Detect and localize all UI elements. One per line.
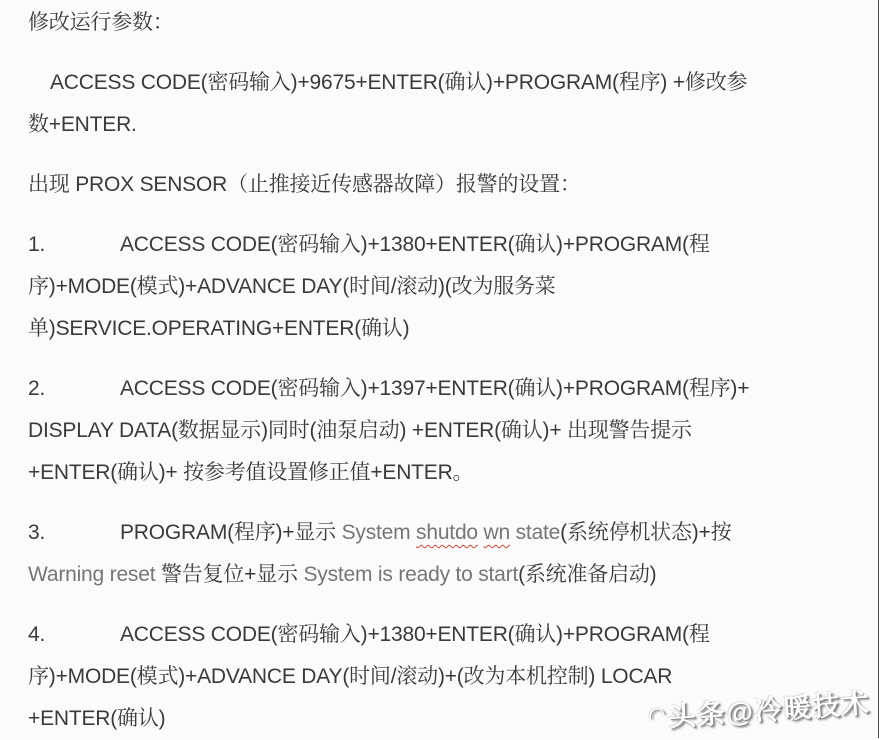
text-line: [28, 452, 851, 494]
step-number: 4.: [28, 623, 46, 646]
step-number: 2.: [28, 377, 46, 400]
misspelled-word: wn: [483, 521, 510, 544]
text-run: 出现 PROX SENSOR（止推接近传感器故障）报警的设置：: [28, 173, 581, 196]
misspelled-word: shutdo: [416, 521, 478, 544]
modify-run-params-sequence: [28, 62, 851, 146]
text-line: [28, 554, 851, 596]
text-run: 修改运行参数：: [28, 11, 174, 34]
text-line: [28, 266, 851, 308]
step-2: [28, 368, 851, 494]
text-run: ACCESS CODE(密码输入)+1397+ENTER(确认)+PROGRAM(程序)+: [120, 377, 750, 400]
text-line: [28, 224, 851, 266]
text-line: [28, 164, 851, 206]
step-number: 1.: [28, 233, 46, 256]
text-line: [28, 410, 851, 452]
text-run: +ENTER(确认): [28, 707, 166, 730]
heading-modify-run-params: [28, 2, 851, 44]
text-run: 序)+MODE(模式)+ADVANCE DAY(时间/滚动)(改为服务菜: [28, 275, 556, 298]
text-run: 警告复位+显示: [160, 563, 304, 586]
step-3: [28, 512, 851, 596]
text-run: 序)+MODE(模式)+ADVANCE DAY(时间/滚动)+(改为本机控制) LOCAR: [28, 665, 673, 688]
text-line: [28, 62, 851, 104]
step-1: [28, 224, 851, 350]
text-run: state: [510, 521, 561, 544]
step-number: 3.: [28, 521, 46, 544]
text-line: [28, 308, 851, 350]
heading-prox-sensor-alarm-setting: [28, 164, 851, 206]
text-run: ACCESS CODE(密码输入)+1380+ENTER(确认)+PROGRAM(程: [120, 233, 710, 256]
text-run: DISPLAY DATA(数据显示)同时(油泵启动) +ENTER(确认)+ 出现警告提示: [28, 419, 692, 442]
text-run: Warning reset: [28, 563, 161, 586]
text-line: [28, 2, 851, 44]
toutiao-logo-icon: ◠: [646, 701, 671, 729]
text-run: System: [341, 521, 417, 544]
text-run: +ENTER(确认)+ 按参考值设置修正值+ENTER。: [28, 461, 474, 484]
text-line: [28, 104, 851, 146]
text-line: [28, 512, 851, 554]
text-run: (系统准备启动): [518, 563, 657, 586]
text-run: ACCESS CODE(密码输入)+1380+ENTER(确认)+PROGRAM(程: [120, 623, 710, 646]
text-run: 数+ENTER.: [28, 113, 137, 136]
text-run: 单)SERVICE.OPERATING+ENTER(确认): [28, 317, 410, 340]
text-run: PROGRAM(程序)+显示: [120, 521, 342, 544]
text-run: ACCESS CODE(密码输入)+9675+ENTER(确认)+PROGRAM(程序) +修改参: [50, 71, 748, 94]
text-line: [28, 614, 851, 656]
text-run: (系统停机状态)+按: [560, 521, 732, 544]
watermark-text: 头条@冷暖技术: [668, 688, 872, 733]
text-line: [28, 368, 851, 410]
text-run: System is ready to start: [303, 563, 519, 586]
